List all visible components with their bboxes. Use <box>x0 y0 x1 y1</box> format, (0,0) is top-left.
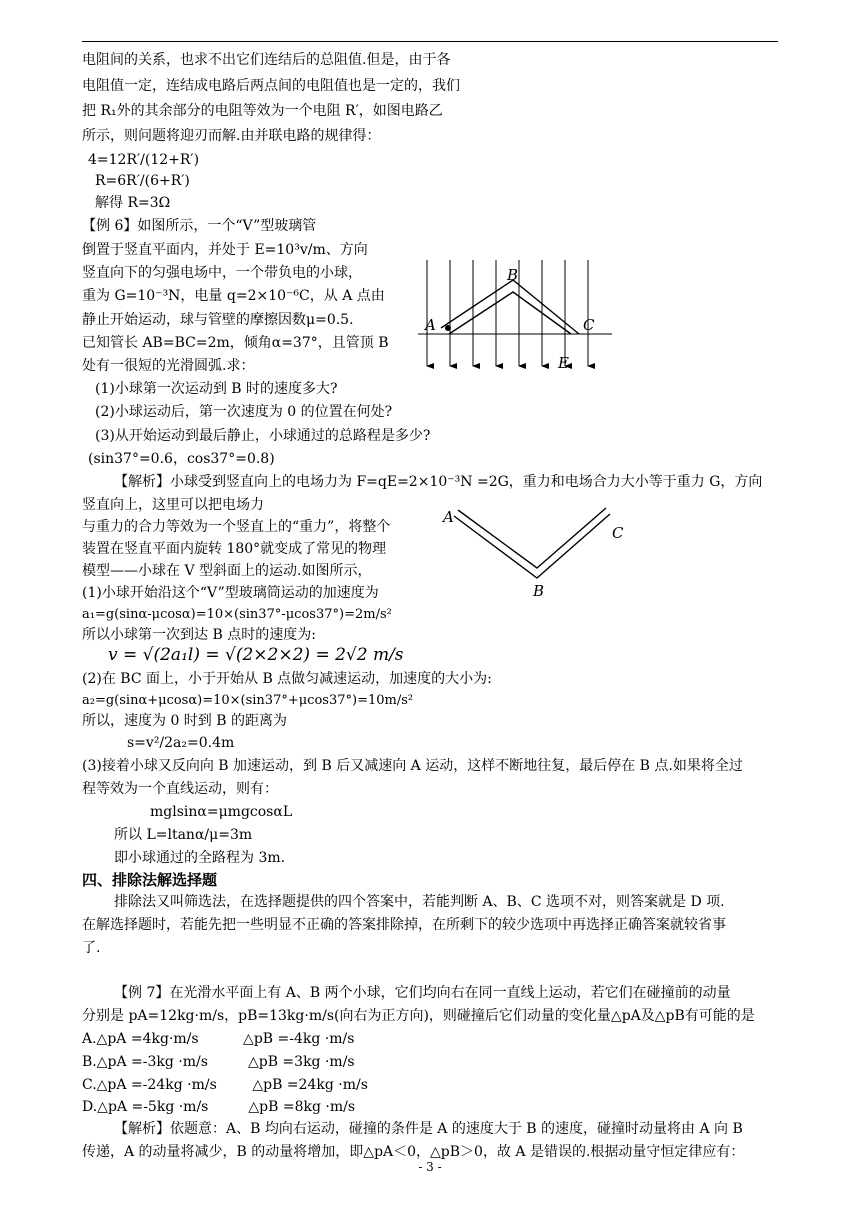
text-line: 在解选择题时，若能先把一些明显不正确的答案排除掉，在所剩下的较少选项中再选择正确答案就较省事 <box>82 917 726 933</box>
text-line: 竖直向上，这里可以把电场力 <box>82 497 264 513</box>
label-e: E <box>558 354 569 372</box>
label-c: C <box>583 316 595 334</box>
text-line: 传递，A 的动量将减少，B 的动量将增加，即△pA＜0，△pB＞0，故 A 是错误的.根据动量守恒定律应有： <box>82 1144 745 1160</box>
question-item: (1)小球第一次运动到 B 时的速度多大? <box>95 381 338 397</box>
text-line: 所以小球第一次到达 B 点时的速度为: <box>82 627 316 643</box>
header-rule <box>82 41 778 42</box>
text-line: 了. <box>82 940 101 956</box>
text-line: 电阻间的关系，也求不出它们连结后的总阻值.但是，由于各 <box>82 52 451 68</box>
text-line: 【解析】依题意：A、B 均向右运动，碰撞的条件是 A 的速度大于 B 的速度，碰撞时动量将由 A 向 B <box>114 1121 743 1137</box>
text-line: 竖直向下的匀强电场中，一个带负电的小球， <box>82 265 362 281</box>
v-slope-figure <box>440 506 630 601</box>
text-line: 电阻值一定，连结成电路后两点间的电阻值也是一定的，我们 <box>82 78 460 94</box>
equation: 4=12R′/(12+R′) <box>88 152 200 168</box>
option-d: D.△pA =-5kg ·m/s △pB =8kg ·m/s <box>82 1099 356 1115</box>
text-line: 与重力的合力等效为一个竖直上的“重力”，将整个 <box>82 519 391 535</box>
page-number: - 3 - <box>418 1160 442 1174</box>
text-line: 倒置于竖直平面内，并处于 E=10³v/m、方向 <box>82 242 368 258</box>
section-heading: 四、排除法解选择题 <box>82 871 218 889</box>
label-a: A <box>425 316 436 334</box>
text-line: 分别是 pA=12kg·m/s，pB=13kg·m/s(向右为正方向)，则碰撞后它们动量的变化量△pA及△pB有可能的是 <box>82 1008 755 1024</box>
example-heading: 【例 6】如图所示，一个“V”型玻璃管 <box>82 218 317 234</box>
equation: a₁=g(sinα-μcosα)=10×(sin37°-μcos37°)=2m/s² <box>82 607 392 622</box>
text-line: 静止开始运动，球与管壁的摩擦因数μ=0.5. <box>82 312 354 328</box>
text-line: 处有一很短的光滑圆弧.求： <box>82 358 255 374</box>
option-c: C.△pA =-24kg ·m/s △pB =24kg ·m/s <box>82 1077 368 1093</box>
equation: 解得 R=3Ω <box>95 195 171 211</box>
text-line: 已知管长 AB=BC=2m，倾角α=37°，且管顶 B <box>82 335 389 351</box>
label-b: B <box>507 266 519 284</box>
equation: mglsinα=μmgcosαL <box>150 804 293 820</box>
option-a: A.△pA =4kg·m/s △pB =-4kg ·m/s <box>82 1031 355 1047</box>
text-line: (3)接着小球又反向向 B 加速运动，到 B 后又减速向 A 运动，这样不断地往复，最后停在 B 点.如果将全过 <box>82 758 743 774</box>
text-line: (1)小球开始沿这个“V”型玻璃筒运动的加速度为 <box>82 585 379 601</box>
text-line: (sin37°=0.6，cos37°=0.8) <box>88 451 275 467</box>
text-line: 模型——小球在 V 型斜面上的运动.如图所示， <box>82 563 372 579</box>
equation: a₂=g(sinα+μcosα)=10×(sin37°+μcos37°)=10m/s² <box>82 693 414 708</box>
text-line: 排除法又叫筛选法，在选择题提供的四个答案中，若能判断 A、B、C 选项不对，则答案就是 D 项. <box>114 894 725 910</box>
example-heading: 【例 7】在光滑水平面上有 A、B 两个小球，它们均向右在同一直线上运动，若它们在碰撞前的动量 <box>114 985 731 1001</box>
text-line: 重为 G=10⁻³N，电量 q=2×10⁻⁶C，从 A 点由 <box>82 288 385 304</box>
label-c: C <box>612 524 624 542</box>
equation: s=v²/2a₂=0.4m <box>127 735 235 751</box>
label-a: A <box>443 508 454 526</box>
label-b: B <box>533 582 545 600</box>
inverted-v-tube-figure <box>415 258 615 376</box>
option-b: B.△pA =-3kg ·m/s △pB =3kg ·m/s <box>82 1054 355 1070</box>
text-line: 把 R₁外的其余部分的电阻等效为一个电阻 R′，如图电路乙 <box>82 103 443 119</box>
text-line: 装置在竖直平面内旋转 180°就变成了常见的物理 <box>82 541 387 557</box>
question-item: (3)从开始运动到最后静止，小球通过的总路程是多少? <box>95 428 431 444</box>
text-line: 即小球通过的全路程为 3m. <box>114 850 286 866</box>
text-line: 程等效为一个直线运动，则有： <box>82 781 278 797</box>
velocity-formula: v = √(2a₁l) = √(2×2×2) = 2√2 m/s <box>108 645 404 665</box>
text-line: 所以，速度为 0 时到 B 的距离为 <box>82 713 287 729</box>
text-line: 【解析】小球受到竖直向上的电场力为 F=qE=2×10⁻³N =2G，重力和电场合力大小等于重力 G，方向 <box>114 474 763 490</box>
text-line: (2)在 BC 面上，小于开始从 B 点做匀减速运动，加速度的大小为: <box>82 671 492 687</box>
question-item: (2)小球运动后，第一次速度为 0 的位置在何处? <box>95 404 393 420</box>
equation: R=6R′/(6+R′) <box>95 173 190 189</box>
equation: 所以 L=ltanα/μ=3m <box>114 827 253 843</box>
text-line: 所示，则问题将迎刃而解.由并联电路的规律得： <box>82 128 381 144</box>
